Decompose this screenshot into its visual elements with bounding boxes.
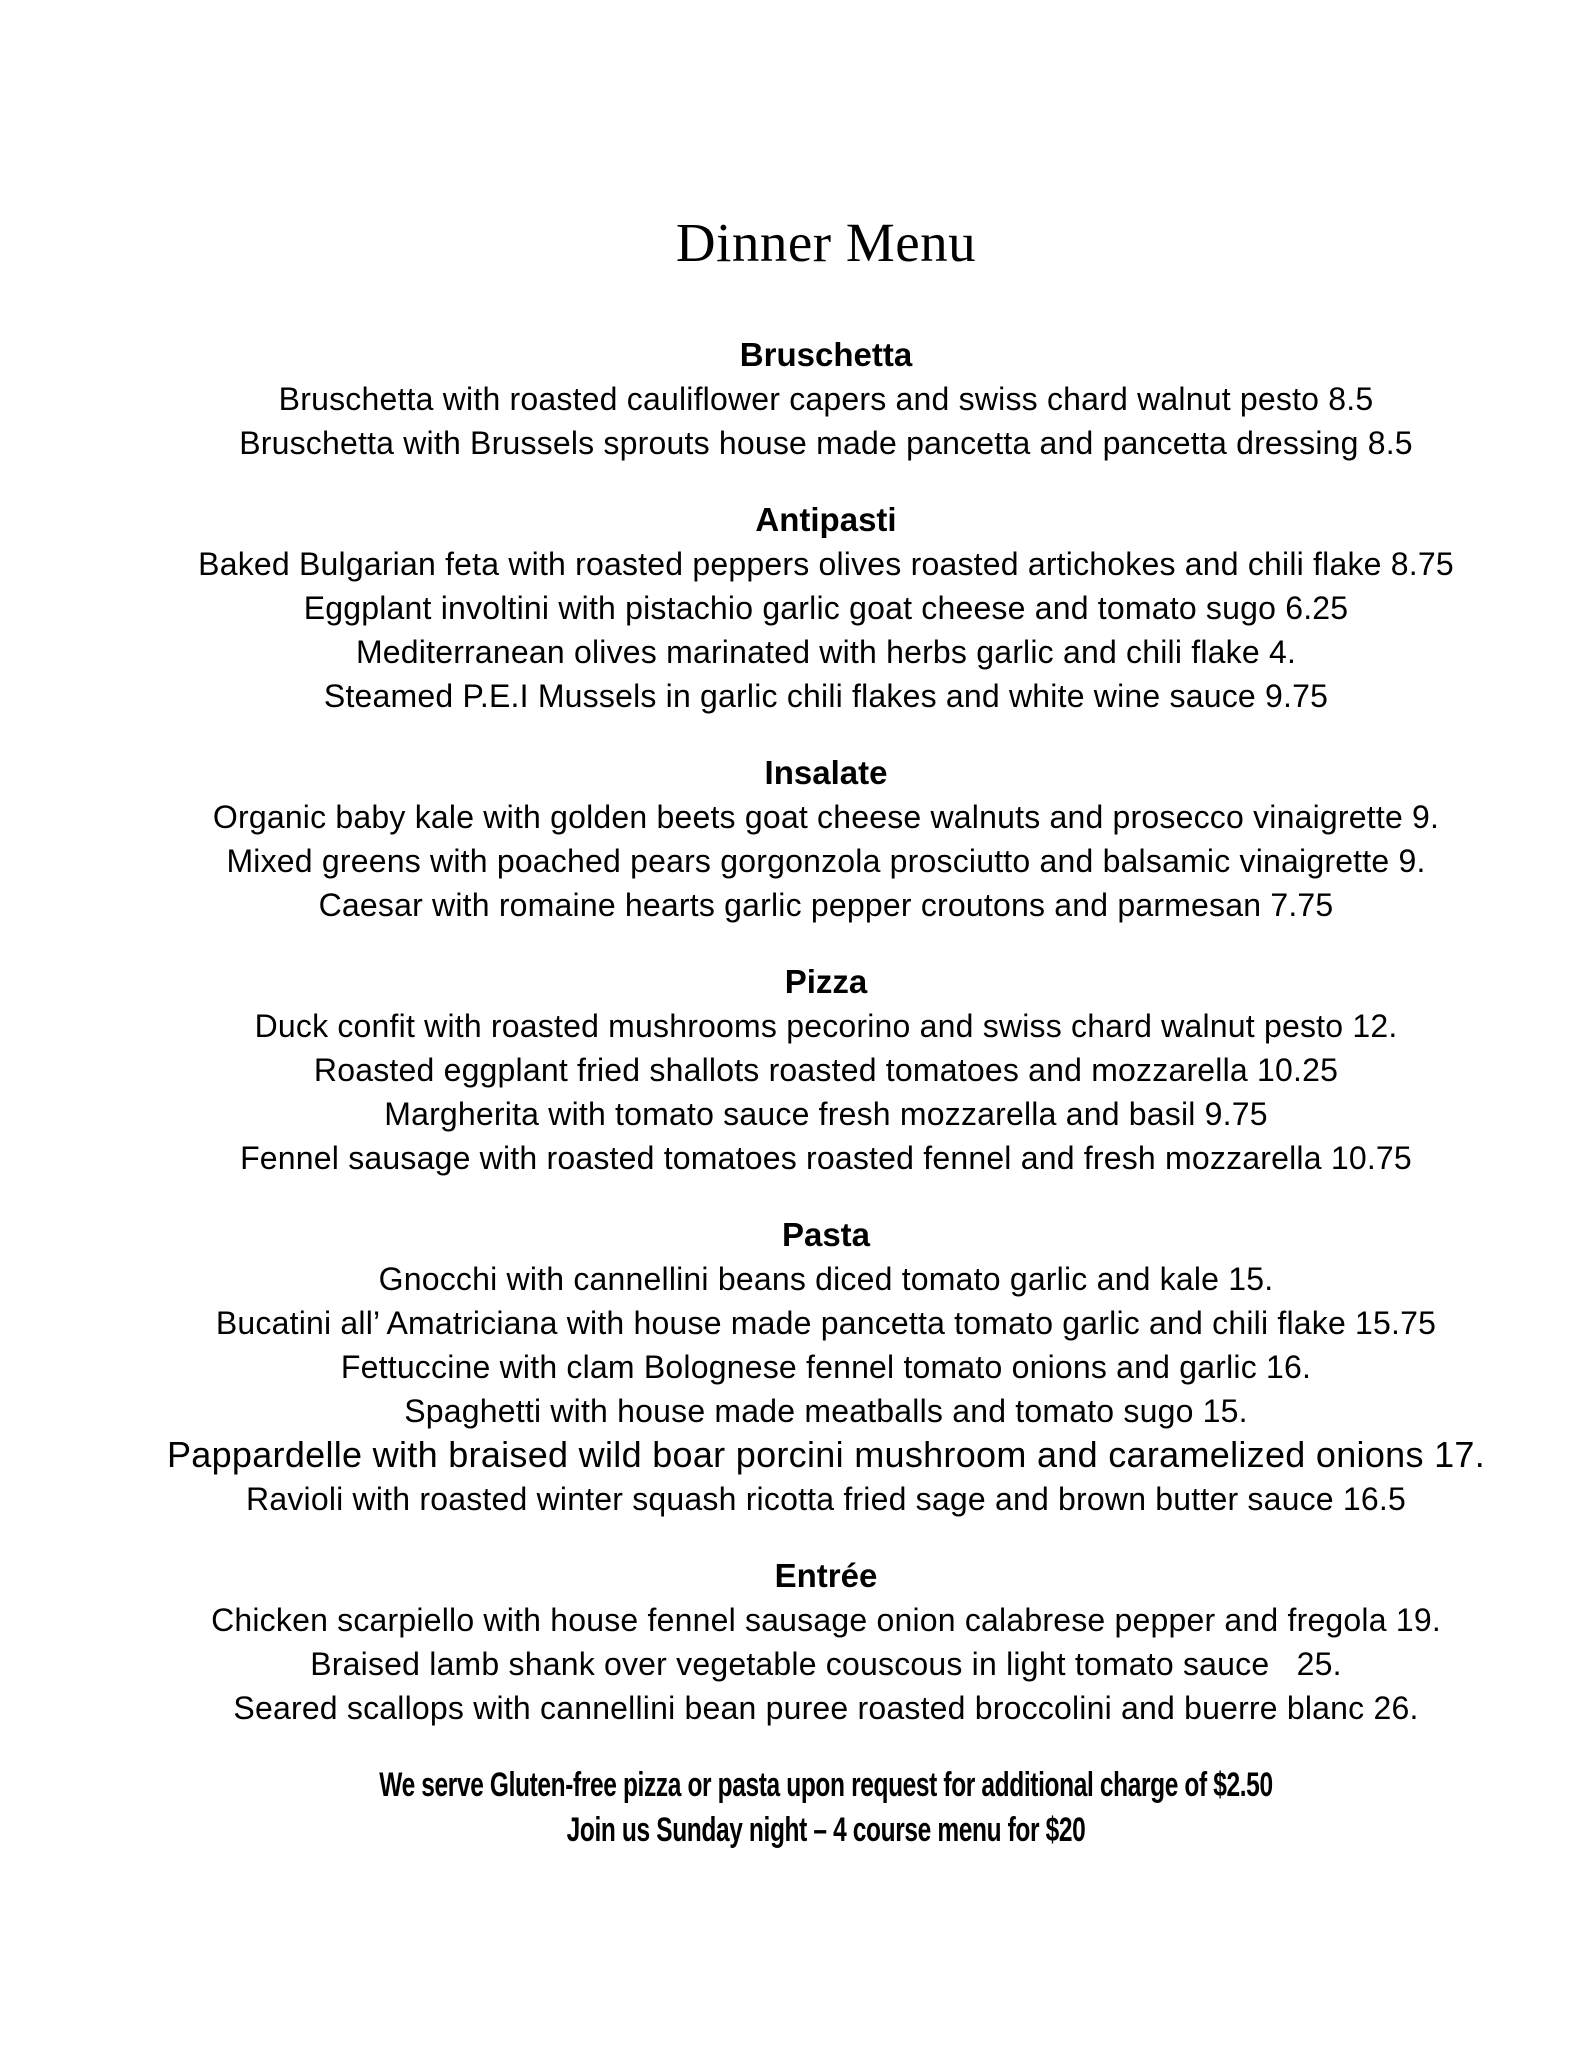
menu-item: Steamed P.E.I Mussels in garlic chili flakes and white wine sauce 9.75 xyxy=(323,678,1329,714)
section-pasta xyxy=(70,1213,1582,1521)
section-antipasti xyxy=(70,498,1582,718)
section-heading: Pizza xyxy=(784,963,868,1000)
menu-item: Spaghetti with house made meatballs and tomato sugo 15. xyxy=(404,1393,1248,1429)
section-pizza xyxy=(70,960,1582,1180)
section-bruschetta xyxy=(70,333,1582,465)
menu-item: Bucatini all’ Amatriciana with house made pancetta tomato garlic and chili flake 15.75 xyxy=(215,1305,1437,1341)
menu-item: Eggplant involtini with pistachio garlic goat cheese and tomato sugo 6.25 xyxy=(303,590,1349,626)
menu-item: Bruschetta with roasted cauliflower capers and swiss chard walnut pesto 8.5 xyxy=(278,381,1374,417)
section-heading: Antipasti xyxy=(755,501,897,538)
menu-sections xyxy=(70,333,1582,1730)
menu-item: Ravioli with roasted winter squash ricotta fried sage and brown butter sauce 16.5 xyxy=(246,1481,1406,1517)
section-heading: Entrée xyxy=(774,1557,878,1594)
menu-item: Chicken scarpiello with house fennel sausage onion calabrese pepper and fregola 19. xyxy=(211,1602,1441,1638)
menu-item: Caesar with romaine hearts garlic pepper croutons and parmesan 7.75 xyxy=(318,887,1334,923)
menu-item: Bruschetta with Brussels sprouts house made pancetta and pancetta dressing 8.5 xyxy=(239,425,1413,461)
menu-item: Fennel sausage with roasted tomatoes roasted fennel and fresh mozzarella 10.75 xyxy=(240,1140,1412,1176)
gluten-free-note: We serve Gluten-free pizza or pasta upon request for additional charge of $2.50 xyxy=(379,1766,1273,1804)
section-heading: Pasta xyxy=(781,1216,871,1253)
menu-item: Margherita with tomato sauce fresh mozzarella and basil 9.75 xyxy=(384,1096,1268,1132)
section-insalate xyxy=(70,751,1582,927)
menu-item: Gnocchi with cannellini beans diced tomato garlic and kale 15. xyxy=(378,1261,1274,1297)
section-entre xyxy=(70,1554,1582,1730)
section-heading: Insalate xyxy=(764,754,888,791)
menu-item: Braised lamb shank over vegetable couscous in light tomato sauce 25. xyxy=(310,1646,1342,1682)
menu-item: Fettuccine with clam Bolognese fennel tomato onions and garlic 16. xyxy=(340,1349,1312,1385)
menu-item: Pappardelle with braised wild boar porcini mushroom and caramelized onions 17. xyxy=(166,1434,1486,1475)
sunday-menu-note: Join us Sunday night – 4 course menu for $20 xyxy=(566,1811,1086,1849)
menu-item: Duck confit with roasted mushrooms pecorino and swiss chard walnut pesto 12. xyxy=(254,1008,1398,1044)
menu-item: Mixed greens with poached pears gorgonzola prosciutto and balsamic vinaigrette 9. xyxy=(226,843,1426,879)
menu-item: Roasted eggplant fried shallots roasted tomatoes and mozzarella 10.25 xyxy=(313,1052,1339,1088)
menu-item: Mediterranean olives marinated with herbs garlic and chili flake 4. xyxy=(355,634,1297,670)
dinner-menu-page xyxy=(70,0,1582,1853)
menu-item: Organic baby kale with golden beets goat cheese walnuts and prosecco vinaigrette 9. xyxy=(212,799,1440,835)
menu-item: Baked Bulgarian feta with roasted peppers olives roasted artichokes and chili flake 8.75 xyxy=(198,546,1454,582)
footer-notes xyxy=(70,1763,1582,1853)
page-title: Dinner Menu xyxy=(675,212,977,273)
menu-item: Seared scallops with cannellini bean puree roasted broccolini and buerre blanc 26. xyxy=(233,1690,1419,1726)
section-heading: Bruschetta xyxy=(739,336,913,373)
